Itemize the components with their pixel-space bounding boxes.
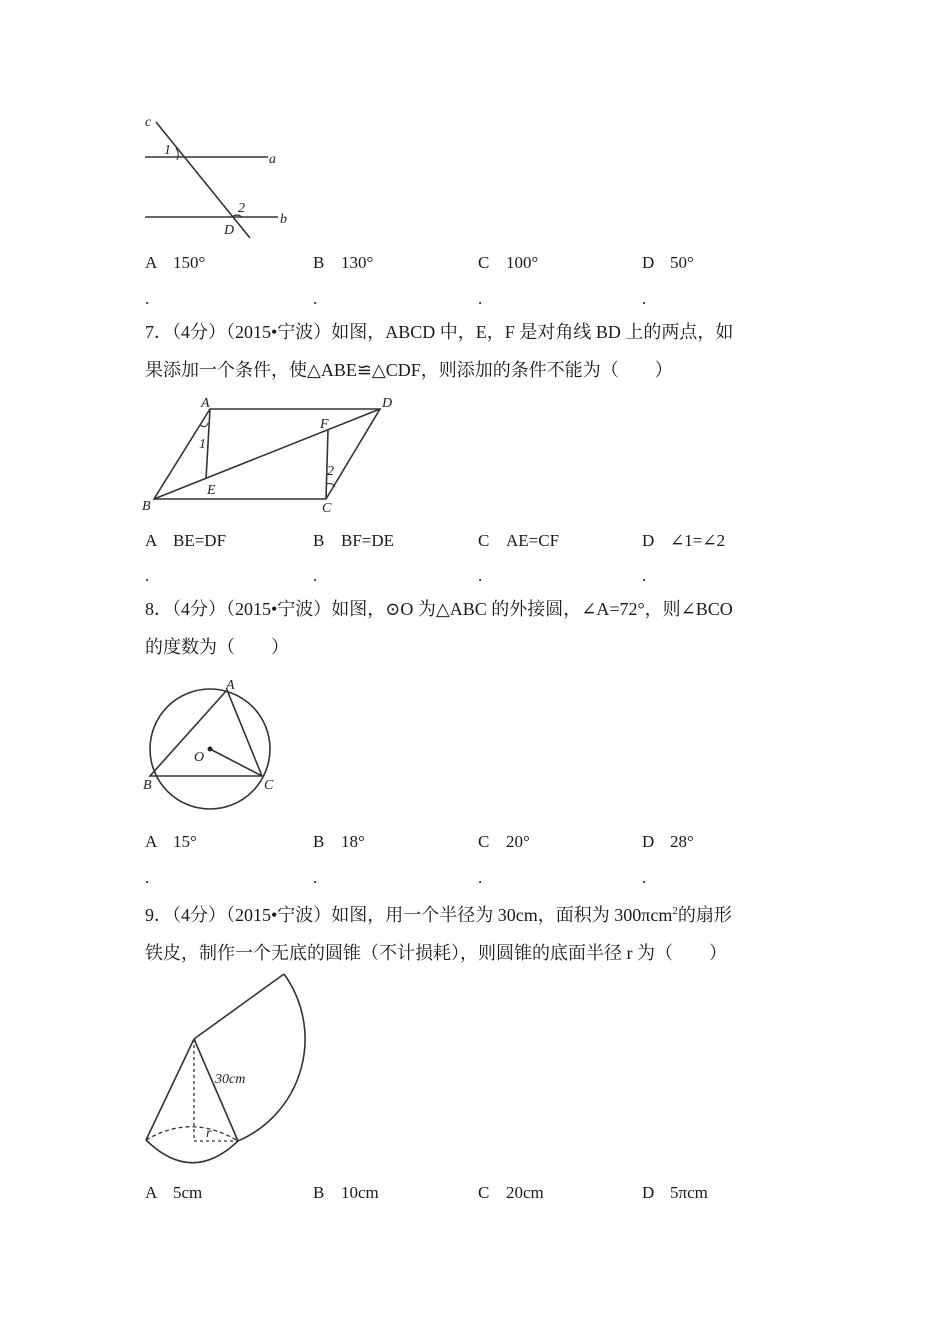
q9-line2: 铁皮，制作一个无底的圆锥（不计损耗），则圆锥的底面半径 r 为（ ） (145, 943, 727, 963)
q7-figure (140, 390, 410, 518)
q7-option-b[interactable]: B BF=DE (313, 531, 395, 550)
q9-option-a[interactable]: A 5cm (145, 1183, 203, 1202)
q7-label-2: 2 (327, 464, 334, 479)
q7-line2: 果添加一个条件，使△ABE≌△CDF，则添加的条件不能为（ ） (145, 360, 673, 380)
q8-options (145, 832, 825, 856)
q9-label-radius: 30cm (215, 1072, 246, 1087)
q9-stem (145, 892, 805, 972)
q7-option-a[interactable]: A BE=DF (145, 531, 227, 550)
q8-label-A: A (226, 678, 235, 693)
q7-label-B: B (142, 499, 151, 514)
q7-label-D: D (382, 396, 393, 411)
q8-option-a[interactable]: A 15° (145, 832, 197, 851)
q8-label-O: O (194, 750, 205, 765)
q8-option-b[interactable]: B 18° (313, 832, 365, 851)
q7-label-A: A (201, 396, 210, 411)
q6-options (145, 253, 825, 277)
q7-line1: 7．（4分）（2015•宁波）如图，ABCD 中，E，F 是对角线 BD 上的两点，如 (145, 322, 734, 342)
q7-label-1: 1 (199, 437, 206, 452)
q7-label-E: E (207, 483, 216, 498)
q9-option-c[interactable]: C 20cm (478, 1183, 544, 1202)
q7-label-F: F (320, 417, 329, 432)
q6-label-a: a (269, 152, 276, 167)
q8-figure (140, 673, 290, 818)
q7-option-c[interactable]: C AE=CF (478, 531, 560, 550)
q7-options (145, 531, 825, 555)
q8-label-B: B (143, 778, 152, 793)
q8-option-d[interactable]: D 28° (642, 832, 694, 851)
q6-option-b[interactable]: B 130° (313, 253, 374, 272)
q6-option-a[interactable]: A 150° (145, 253, 206, 272)
q6-option-c[interactable]: C 100° (478, 253, 539, 272)
q9-options (145, 1183, 825, 1207)
q6-option-d[interactable]: D 50° (642, 253, 694, 272)
q7-stem (145, 313, 805, 389)
q9-figure (140, 965, 310, 1175)
q8-option-c[interactable]: C 20° (478, 832, 530, 851)
q7-label-C: C (322, 501, 332, 516)
q6-label-1: 1 (164, 143, 171, 158)
q6-figure (140, 110, 300, 245)
q8-line2: 的度数为（ ） (145, 637, 289, 657)
q9-line1: 9．（4分）（2015•宁波）如图，用一个半径为 30cm，面积为 300πcm$^2$的扇形 (145, 905, 732, 925)
q6-label-D: D (224, 223, 235, 238)
q8-stem (145, 590, 805, 666)
q6-label-2: 2 (238, 201, 245, 216)
q8-label-C: C (264, 778, 274, 793)
q6-label-c: c (145, 115, 152, 130)
q7-option-d[interactable]: D ∠1=∠2 (642, 531, 726, 550)
q6-label-b: b (280, 212, 287, 227)
q8-line1: 8．（4分）（2015•宁波）如图，⊙O 为△ABC 的外接圆，∠A=72°，则∠BCO (145, 599, 733, 619)
q9-option-b[interactable]: B 10cm (313, 1183, 379, 1202)
q9-option-d[interactable]: D 5πcm (642, 1183, 708, 1202)
q9-label-r: r (206, 1126, 212, 1141)
